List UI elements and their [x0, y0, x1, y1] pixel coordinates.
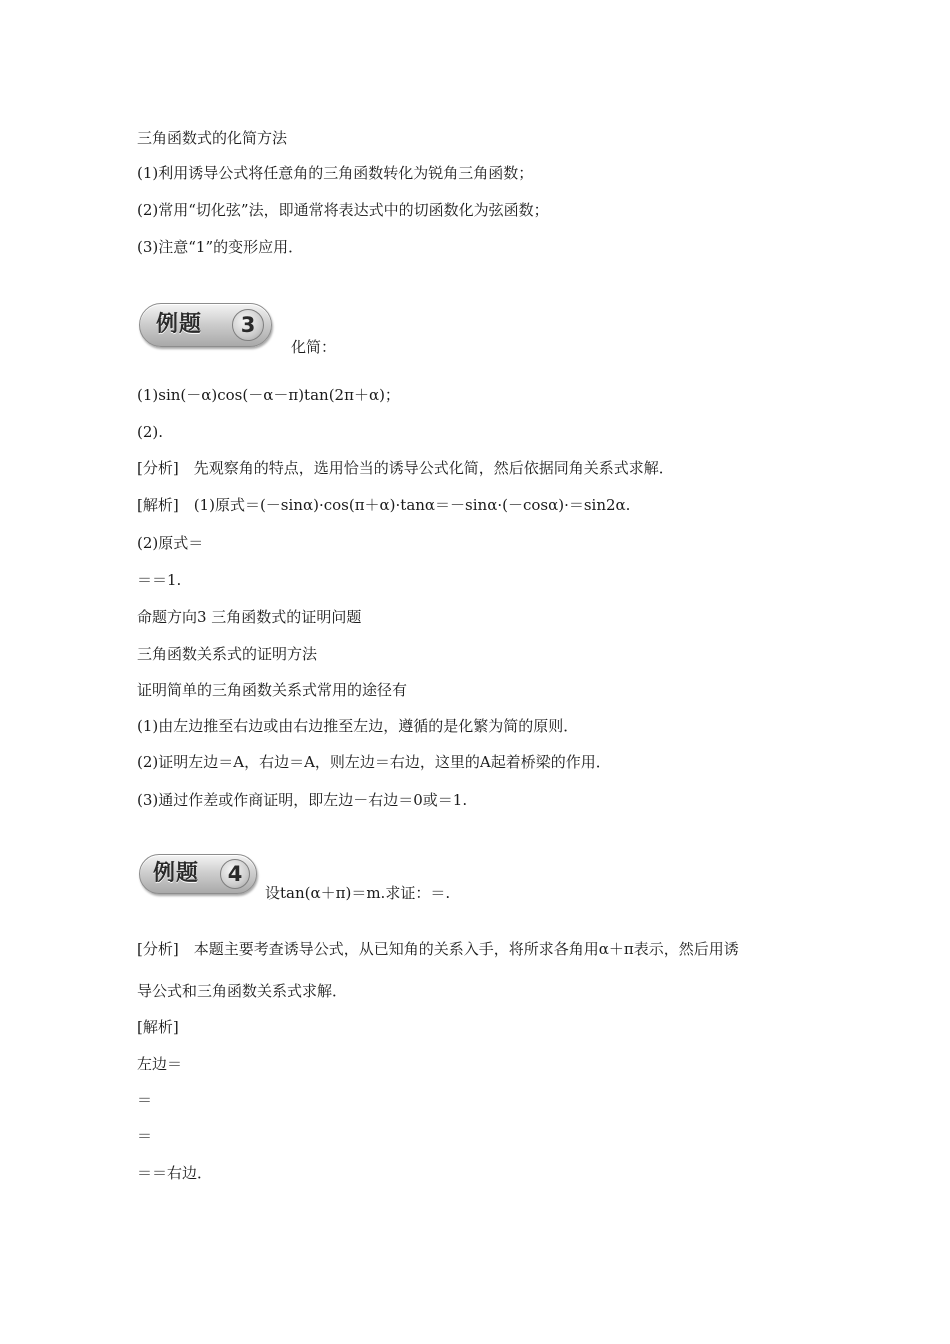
example-4-badge: [139, 854, 257, 894]
proof-item-1: (1)由左边推至右边或由右边推至左边，遵循的是化繁为简的原则．: [137, 717, 579, 735]
example-4-badge-label: 例题: [153, 861, 200, 886]
example-3-badge-label: 例题: [156, 312, 203, 337]
simplify-heading: 三角函数式的化简方法: [137, 129, 288, 147]
simplify-item-2: (2)常用“切化弦”法，即通常将表达式中的切函数化为弦函数；: [137, 201, 549, 219]
proof-heading: 三角函数关系式的证明方法: [137, 645, 318, 663]
example-3-analysis: [分析] 先观察角的特点，选用恰当的诱导公式化简，然后依据同角关系式求解．: [137, 459, 674, 477]
example-3-solution-1: [解析] (1)原式＝(－sinα)·cos(π＋α)·tanα＝－sinα·(－cosα)·＝sin2α.: [137, 496, 631, 514]
example-4-solution-2: ＝: [137, 1091, 153, 1109]
example-4-solution-4: ＝＝右边．: [137, 1164, 213, 1182]
example-4-analysis-line-2: 导公式和三角函数关系式求解．: [137, 982, 348, 1000]
example-3-solution-2: (2)原式＝: [137, 534, 204, 552]
proof-intro: 证明简单的三角函数关系式常用的途径有: [137, 681, 408, 699]
example-4-solution-3: ＝: [137, 1127, 153, 1145]
proof-item-3: (3)通过作差或作商证明，即左边－右边＝0或＝1.: [137, 791, 468, 809]
example-4-analysis-line-1: [分析] 本题主要考查诱导公式，从已知角的关系入手，将所求各角用α＋π表示，然后用诱: [137, 940, 739, 958]
example-4-solution-label: [解析]: [137, 1018, 179, 1036]
example-3-part-1: (1)sin(－α)cos(－α－π)tan(2π＋α)；: [137, 386, 400, 404]
proof-item-2: (2)证明左边＝A，右边＝A，则左边＝右边，这里的A起着桥梁的作用．: [137, 753, 611, 771]
example-3-prompt: 化简：: [291, 338, 337, 356]
example-3-solution-3: ＝＝1.: [137, 571, 182, 589]
example-3-part-2: (2).: [137, 423, 164, 441]
proof-direction: 命题方向3 三角函数式的证明问题: [137, 608, 362, 626]
simplify-item-3: (3)注意“1”的变形应用．: [137, 238, 304, 256]
example-3-badge-number: 3: [232, 309, 264, 341]
example-4-badge-number: 4: [220, 859, 250, 889]
simplify-item-1: (1)利用诱导公式将任意角的三角函数转化为锐角三角函数；: [137, 164, 534, 182]
example-4-prompt: 设tan(α＋π)＝m.求证：＝.: [265, 884, 451, 902]
example-3-badge: [139, 303, 272, 347]
example-4-solution-1: 左边＝: [137, 1055, 183, 1073]
